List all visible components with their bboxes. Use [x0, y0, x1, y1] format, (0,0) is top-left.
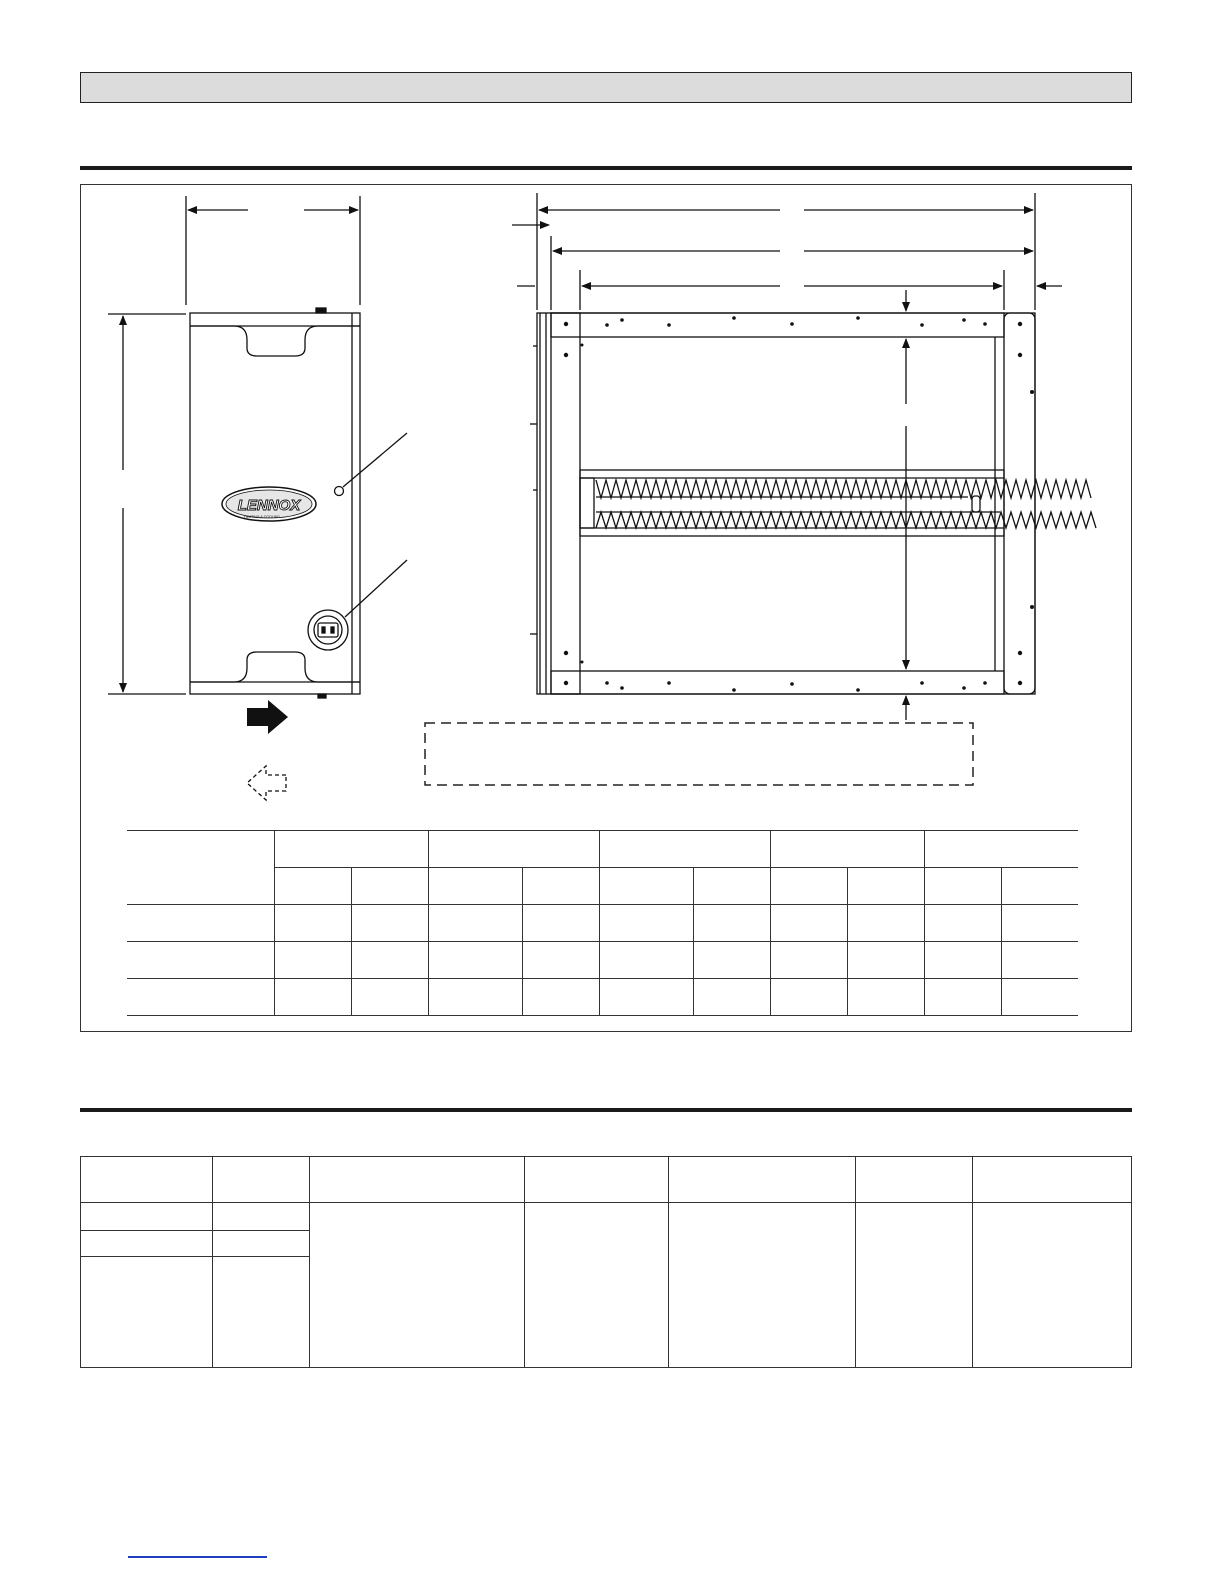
- logo-tagline: HEATING & COOLING: [244, 515, 280, 519]
- table-cell: [309, 1203, 524, 1368]
- table-row: [127, 942, 1078, 979]
- frame-screws: [564, 316, 1034, 692]
- table-cell: [522, 868, 599, 905]
- airflow-arrow-icon: [247, 700, 288, 734]
- dashed-note-box: [425, 723, 973, 785]
- alternate-airflow-arrow-icon: [247, 766, 286, 800]
- table-cell: [81, 1257, 213, 1368]
- table-cell: [599, 868, 693, 905]
- table-cell: [428, 868, 522, 905]
- table-cell: [693, 868, 770, 905]
- footer-link-underline[interactable]: [128, 1556, 267, 1558]
- table-cell: [81, 1157, 213, 1203]
- section-rule-specifications: [80, 1108, 1132, 1112]
- lennox-logo: [222, 487, 316, 521]
- table-header-row: [127, 831, 1078, 868]
- table-cell: [127, 831, 274, 905]
- table-row: [81, 1203, 1132, 1231]
- table-cell: [127, 905, 274, 942]
- table-cell: [81, 1203, 213, 1231]
- table-row: [127, 979, 1078, 1016]
- table-cell: [127, 979, 274, 1016]
- dimensions-table: [127, 830, 1078, 1016]
- table-cell: [1001, 868, 1078, 905]
- table-cell: [847, 868, 924, 905]
- specifications-table: [80, 1156, 1132, 1368]
- table-cell: [924, 831, 1078, 868]
- table-cell: [428, 831, 599, 868]
- table-cell: [924, 868, 1001, 905]
- logo-text: LENNOX: [237, 497, 301, 514]
- table-cell: [81, 1231, 213, 1257]
- table-row: [127, 905, 1078, 942]
- table-cell: [274, 868, 351, 905]
- table-cell: [599, 831, 770, 868]
- table-cell: [274, 831, 428, 868]
- table-cell: [770, 868, 847, 905]
- front-view: [108, 196, 407, 698]
- table-cell: [770, 831, 924, 868]
- side-view: [512, 193, 1096, 720]
- table-cell: [127, 942, 274, 979]
- table-cell: [351, 868, 428, 905]
- table-header-row: [81, 1157, 1132, 1203]
